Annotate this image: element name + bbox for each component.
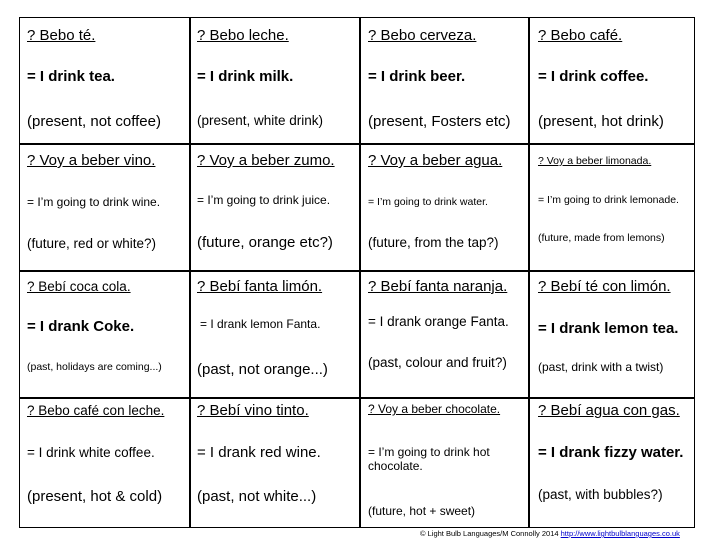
credit-text: © Light Bulb Languages/M Connolly 2014 (420, 529, 559, 538)
hint-note: (past, not white...) (197, 488, 317, 505)
hint-note: (future, orange etc?) (197, 234, 333, 251)
hint-note: (present, white drink) (197, 113, 324, 128)
english-translation: = I drank lemon tea. (538, 320, 679, 337)
english-translation: = I’m going to drink water. (368, 196, 488, 208)
english-translation: = I drink milk. (197, 68, 294, 85)
hint-note: (past, colour and fruit?) (368, 355, 507, 370)
hint-note: (present, not coffee) (27, 113, 161, 130)
column-divider (359, 18, 361, 527)
english-translation: = I drank orange Fanta. (368, 314, 509, 329)
copyright-credit (420, 529, 680, 538)
spanish-phrase: ? Bebí vino tinto. (197, 402, 309, 419)
english-translation: = I’m going to drink hot chocolate. (368, 445, 490, 473)
english-translation: = I drink white coffee. (27, 445, 155, 460)
hint-note: (present, Fosters etc) (368, 113, 511, 130)
spanish-phrase: ? Bebo café. (538, 27, 623, 44)
spanish-phrase: ? Voy a beber vino. (27, 152, 156, 169)
column-divider (528, 18, 530, 527)
hint-note: (past, with bubbles?) (538, 487, 663, 502)
spanish-phrase: ? Bebo leche. (197, 27, 289, 44)
english-translation: = I drank red wine. (197, 444, 321, 461)
hint-note: (future, from the tap?) (368, 235, 499, 250)
spanish-phrase: ? Bebo cerveza. (368, 27, 477, 44)
hint-note: (future, hot + sweet) (368, 504, 476, 518)
hint-note: (present, hot drink) (538, 113, 664, 130)
english-translation: = I drank lemon Fanta. (200, 317, 321, 331)
column-divider (189, 18, 191, 527)
hint-note: (present, hot & cold) (27, 488, 163, 505)
spanish-phrase: ? Voy a beber chocolate. (368, 402, 501, 416)
hint-note: (past, holidays are coming...) (27, 361, 162, 373)
spanish-phrase: ? Bebí coca cola. (27, 279, 131, 294)
english-translation: = I’m going to drink lemonade. (538, 194, 679, 206)
row-divider (20, 143, 694, 145)
spanish-phrase: ? Bebí fanta naranja. (368, 278, 508, 295)
row-divider (20, 270, 694, 272)
spanish-phrase: ? Voy a beber agua. (368, 152, 503, 169)
spanish-phrase: ? Bebo té. (27, 27, 96, 44)
spanish-phrase: ? Voy a beber limonada. (538, 155, 652, 167)
spanish-phrase: ? Bebí fanta limón. (197, 278, 323, 295)
english-translation: = I drink tea. (27, 68, 115, 85)
spanish-phrase: ? Voy a beber zumo. (197, 152, 335, 169)
english-translation: = I drank fizzy water. (538, 444, 684, 461)
spanish-phrase: ? Bebo café con leche. (27, 403, 165, 418)
hint-note: (future, red or white?) (27, 236, 157, 251)
english-translation: = I drank Coke. (27, 318, 135, 335)
hint-note: (past, not orange...) (197, 361, 328, 378)
english-translation: = I drink coffee. (538, 68, 649, 85)
english-translation: = I’m going to drink juice. (197, 193, 331, 207)
row-divider (20, 397, 694, 399)
website-link[interactable]: http://www.lightbulblanguages.co.uk (560, 529, 680, 538)
hint-note: (future, made from lemons) (538, 232, 665, 244)
english-translation: = I drink beer. (368, 68, 466, 85)
english-translation: = I’m going to drink wine. (27, 195, 161, 209)
spanish-phrase: ? Bebí agua con gas. (538, 402, 680, 419)
hint-note: (past, drink with a twist) (538, 360, 664, 374)
spanish-phrase: ? Bebí té con limón. (538, 278, 671, 295)
